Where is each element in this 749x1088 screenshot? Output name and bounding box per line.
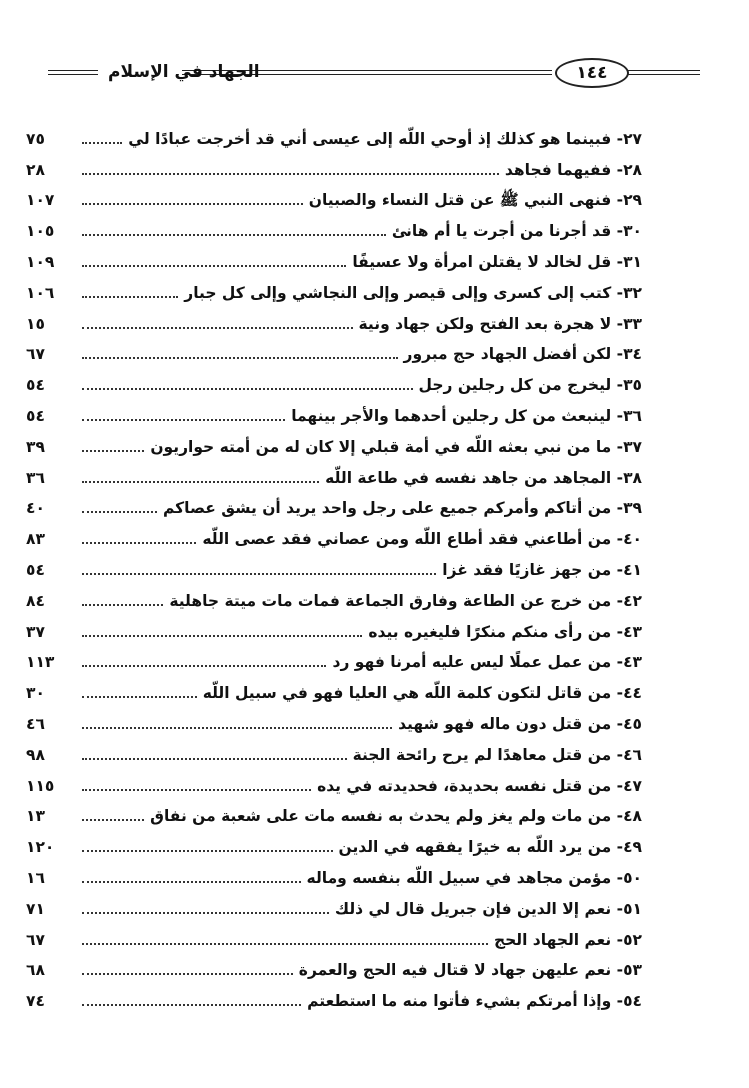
index-entry xyxy=(26,580,642,611)
entry-page-number: ١١٣ xyxy=(26,653,55,672)
entry-page-number: ١٦ xyxy=(26,868,45,887)
running-title: الجهاد في الإسلام xyxy=(108,62,260,82)
entry-text: ٤٢- من خرج عن الطاعة وفارق الجماعة فمات مات ميتة جاهلية xyxy=(169,591,642,610)
entry-text: ٥٣- نعم عليهن جهاد لا قتال فيه الحج والعمرة xyxy=(298,961,642,980)
entry-page-number: ١٠٥ xyxy=(26,222,55,241)
entry-text: ٥٠- مؤمن مجاهد في سبيل اللّه بنفسه وماله xyxy=(306,868,642,887)
entry-page-number: ١٣ xyxy=(26,807,45,826)
index-entry xyxy=(26,180,642,211)
entry-text: ٥١- نعم إلا الدين فإن جبريل قال لي ذلك xyxy=(334,899,642,918)
index-entry xyxy=(26,241,642,272)
index-entry xyxy=(26,950,642,981)
dot-leader xyxy=(82,265,346,267)
entry-text: ٤٠- من أطاعني فقد أطاع اللّه ومن عصاني فقد عصى اللّه xyxy=(202,530,642,549)
entry-page-number: ٣٩ xyxy=(26,437,45,456)
entry-text: ٤٥- من قتل دون ماله فهو شهيد xyxy=(398,714,642,733)
index-entry xyxy=(26,395,642,426)
entry-page-number: ٩٨ xyxy=(26,745,45,764)
entry-page-number: ٤٦ xyxy=(26,714,45,733)
dot-leader xyxy=(82,481,319,483)
dot-leader xyxy=(82,450,144,452)
entry-page-number: ١٥ xyxy=(26,314,45,333)
dot-leader xyxy=(82,419,285,421)
dot-leader xyxy=(82,573,436,575)
entry-text: ٤٣- من رأى منكم منكرًا فليغيره بيده xyxy=(368,622,642,641)
entry-page-number: ٨٣ xyxy=(26,530,45,549)
dot-leader xyxy=(82,727,392,729)
dot-leader xyxy=(82,604,163,606)
entry-text: ٣٤- لكن أفضل الجهاد حج مبرور xyxy=(403,345,642,364)
dot-leader xyxy=(82,357,398,359)
entry-page-number: ٢٨ xyxy=(26,160,45,179)
index-entry xyxy=(26,518,642,549)
entry-text: ٥٢- نعم الجهاد الحج xyxy=(493,930,642,949)
entry-page-number: ١٠٦ xyxy=(26,283,55,302)
header-rule-right xyxy=(628,70,700,75)
entry-page-number: ٣٠ xyxy=(26,684,45,703)
entry-text: ٥٤- وإذا أمرتكم بشيء فأتوا منه ما استطعتم xyxy=(307,992,642,1011)
entry-text: ٢٧- فبينما هو كذلك إذ أوحي اللّه إلى عيسى أني قد أخرجت عبادًا لي xyxy=(128,129,642,148)
entry-page-number: ٧٤ xyxy=(26,992,45,1011)
index-entry xyxy=(26,457,642,488)
index-list xyxy=(26,118,642,1011)
entry-text: ٣٦- لينبعث من كل رجلين أحدهما والأجر بينهما xyxy=(291,406,642,425)
entry-page-number: ٥٤ xyxy=(26,376,45,395)
dot-leader xyxy=(82,943,488,945)
entry-text: ٣٥- ليخرج من كل رجلين رجل xyxy=(418,376,642,395)
entry-text: ٢٨- ففيهما فجاهد xyxy=(504,160,642,179)
entry-page-number: ٨٤ xyxy=(26,591,45,610)
entry-page-number: ٤٠ xyxy=(26,499,45,518)
entry-page-number: ١١٥ xyxy=(26,776,55,795)
index-entry xyxy=(26,796,642,827)
index-entry xyxy=(26,642,642,673)
entry-page-number: ١٠٧ xyxy=(26,191,55,210)
entry-page-number: ٥٤ xyxy=(26,560,45,579)
dot-leader xyxy=(82,912,329,914)
dot-leader xyxy=(82,758,347,760)
dot-leader xyxy=(82,511,157,513)
dot-leader xyxy=(82,203,303,205)
index-entry xyxy=(26,549,642,580)
index-entry xyxy=(26,703,642,734)
dot-leader xyxy=(82,973,293,975)
entry-text: ٤٦- من قتل معاهدًا لم يرح رائحة الجنة xyxy=(352,745,642,764)
entry-page-number: ١٠٩ xyxy=(26,252,55,271)
entry-text: ٣٧- ما من نبي بعثه اللّه في أمة قبلي إلا كان له من أمته حواريون xyxy=(150,437,642,456)
index-entry xyxy=(26,303,642,334)
entry-text: ٣٨- المجاهد من جاهد نفسه في طاعة اللّه xyxy=(325,468,642,487)
index-entry xyxy=(26,334,642,365)
index-entry xyxy=(26,919,642,950)
index-entry xyxy=(26,118,642,149)
index-entry xyxy=(26,765,642,796)
dot-leader xyxy=(82,819,144,821)
entry-page-number: ٣٧ xyxy=(26,622,45,641)
page-header xyxy=(40,52,705,96)
entry-text: ٤٣- من عمل عملًا ليس عليه أمرنا فهو رد xyxy=(332,653,642,672)
entry-text: ٣٩- من أتاكم وأمركم جميع على رجل واحد يريد أن يشق عصاكم xyxy=(162,499,642,518)
index-entry xyxy=(26,364,642,395)
entry-text: ٣٢- كتب إلى كسرى وإلى قيصر وإلى النجاشي وإلى كل جبار xyxy=(184,283,642,302)
header-rule-left xyxy=(48,70,98,75)
dot-leader xyxy=(82,635,362,637)
entry-text: ٤٧- من قتل نفسه بحديدة، فحديدته في يده xyxy=(317,776,642,795)
dot-leader xyxy=(82,173,499,175)
dot-leader xyxy=(82,296,178,298)
dot-leader xyxy=(82,388,413,390)
entry-page-number: ٦٨ xyxy=(26,961,45,980)
dot-leader xyxy=(82,234,386,236)
index-entry xyxy=(26,672,642,703)
entry-text: ٤٤- من قاتل لتكون كلمة اللّه هي العليا فهو في سبيل اللّه xyxy=(202,684,642,703)
index-entry xyxy=(26,857,642,888)
index-entry xyxy=(26,980,642,1011)
page-number: ١٤٤ xyxy=(555,58,629,88)
index-entry xyxy=(26,272,642,303)
entry-page-number: ٣٦ xyxy=(26,468,45,487)
dot-leader xyxy=(82,542,196,544)
index-entry xyxy=(26,426,642,457)
dot-leader xyxy=(82,142,122,144)
dot-leader xyxy=(82,881,301,883)
dot-leader xyxy=(82,327,353,329)
index-entry xyxy=(26,611,642,642)
entry-text: ٣١- قل لخالد لا يقتلن امرأة ولا عسيفًا xyxy=(352,252,642,271)
dot-leader xyxy=(82,665,326,667)
index-entry xyxy=(26,149,642,180)
entry-page-number: ٧١ xyxy=(26,899,45,918)
entry-page-number: ٧٥ xyxy=(26,129,45,148)
dot-leader xyxy=(82,850,333,852)
index-entry xyxy=(26,488,642,519)
entry-page-number: ١٢٠ xyxy=(26,838,55,857)
dot-leader xyxy=(82,1004,301,1006)
dot-leader xyxy=(82,789,311,791)
index-entry xyxy=(26,826,642,857)
entry-page-number: ٥٤ xyxy=(26,406,45,425)
dot-leader xyxy=(82,696,197,698)
entry-text: ٢٩- فنهى النبي ﷺ عن قتل النساء والصبيان xyxy=(308,191,642,210)
entry-text: ٤٩- من يرد اللّه به خيرًا يفقهه في الدين xyxy=(338,838,642,857)
entry-page-number: ٦٧ xyxy=(26,930,45,949)
index-entry xyxy=(26,210,642,241)
entry-text: ٤١- من جهز غازيًا فقد غزا xyxy=(442,560,642,579)
index-entry xyxy=(26,734,642,765)
entry-page-number: ٦٧ xyxy=(26,345,45,364)
entry-text: ٣٣- لا هجرة بعد الفتح ولكن جهاد ونية xyxy=(358,314,642,333)
entry-text: ٤٨- من مات ولم يغز ولم يحدث به نفسه مات على شعبة من نفاق xyxy=(150,807,642,826)
index-entry xyxy=(26,888,642,919)
entry-text: ٣٠- قد أجرنا من أجرت يا أم هانئ xyxy=(391,222,642,241)
